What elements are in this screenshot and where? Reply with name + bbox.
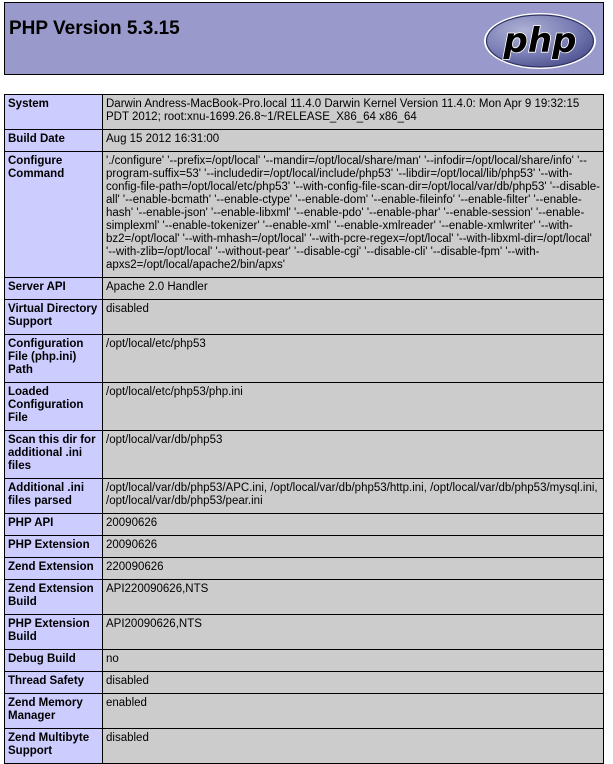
table-row [5,729,604,764]
row-value: 20090626 [103,514,604,536]
table-row [5,152,604,278]
row-value: /opt/local/etc/php53/php.ini [103,383,604,431]
row-value: /opt/local/var/db/php53 [103,431,604,479]
table-row [5,514,604,536]
row-value: /opt/local/etc/php53 [103,335,604,383]
php-header [4,2,604,75]
row-key: Virtual Directory Support [5,300,103,335]
row-key: System [5,95,103,130]
table-row [5,431,604,479]
row-value: disabled [103,729,604,764]
row-key: Thread Safety [5,672,103,694]
page-title: PHP Version 5.3.15 [9,18,180,39]
table-row [5,95,604,130]
table-row [5,130,604,152]
row-value: Darwin Andress-MacBook-Pro.local 11.4.0 Darwin Kernel Version 11.4.0: Mon Apr 9 19:32:15 PDT 2012; root:xnu-1699.26.8~1/RELEASE_X86_64 x86_64 [103,95,604,130]
php-logo-text: php [503,21,577,61]
table-row [5,479,604,514]
row-key: Configure Command [5,152,103,278]
row-value: API20090626,NTS [103,615,604,650]
row-value: API220090626,NTS [103,580,604,615]
row-key: Zend Multibyte Support [5,729,103,764]
row-value: './configure' '--prefix=/opt/local' '--mandir=/opt/local/share/man' '--infodir=/opt/local/share/info' '--program-suffix=53' '--includedir=/opt/local/include/php53' '--libdir=/opt/local/lib/php53' '--with-config-file-path=/opt/local/etc/php53' '--with-config-file-scan-dir=/opt/local/var/db/php53' '--disable-all' '--enable-bcmath' '--enable-ctype' '--enable-dom' '--enable-fileinfo' '--enable-filter' '--enable-hash' '--enable-json' '--enable-libxml' '--enable-pdo' '--enable-phar' '--enable-session' '--enable-simplexml' '--enable-tokenizer' '--enable-xml' '--enable-xmlreader' '--enable-xmlwriter' '--with-bz2=/opt/local' '--with-mhash=/opt/local' '--with-pcre-regex=/opt/local' '--with-libxml-dir=/opt/local' '--with-zlib=/opt/local' '--without-pear' '--disable-cgi' '--disable-cli' '--disable-fpm' '--with-apxs2=/opt/local/apache2/bin/apxs' [103,152,604,278]
row-value: Aug 15 2012 16:31:00 [103,130,604,152]
row-value: no [103,650,604,672]
row-value: disabled [103,672,604,694]
row-value: 20090626 [103,536,604,558]
table-row [5,300,604,335]
info-table [4,94,604,764]
row-key: Debug Build [5,650,103,672]
row-key: Zend Memory Manager [5,694,103,729]
table-row [5,536,604,558]
table-row [5,672,604,694]
php-logo-icon[interactable] [482,11,598,71]
row-key: Loaded Configuration File [5,383,103,431]
row-key: Additional .ini files parsed [5,479,103,514]
row-key: PHP Extension [5,536,103,558]
row-key: Configuration File (php.ini) Path [5,335,103,383]
row-key: PHP Extension Build [5,615,103,650]
table-row [5,558,604,580]
row-key: Zend Extension Build [5,580,103,615]
row-value: disabled [103,300,604,335]
row-key: PHP API [5,514,103,536]
row-key: Build Date [5,130,103,152]
table-row [5,580,604,615]
table-row [5,278,604,300]
table-row [5,650,604,672]
table-row [5,383,604,431]
row-value: enabled [103,694,604,729]
row-value: /opt/local/var/db/php53/APC.ini, /opt/local/var/db/php53/http.ini, /opt/local/var/db/php53/mysql.ini, /opt/local/var/db/php53/pear.ini [103,479,604,514]
row-key: Server API [5,278,103,300]
table-row [5,694,604,729]
row-value: 220090626 [103,558,604,580]
table-row [5,615,604,650]
row-value: Apache 2.0 Handler [103,278,604,300]
table-row [5,335,604,383]
row-key: Zend Extension [5,558,103,580]
row-key: Scan this dir for additional .ini files [5,431,103,479]
